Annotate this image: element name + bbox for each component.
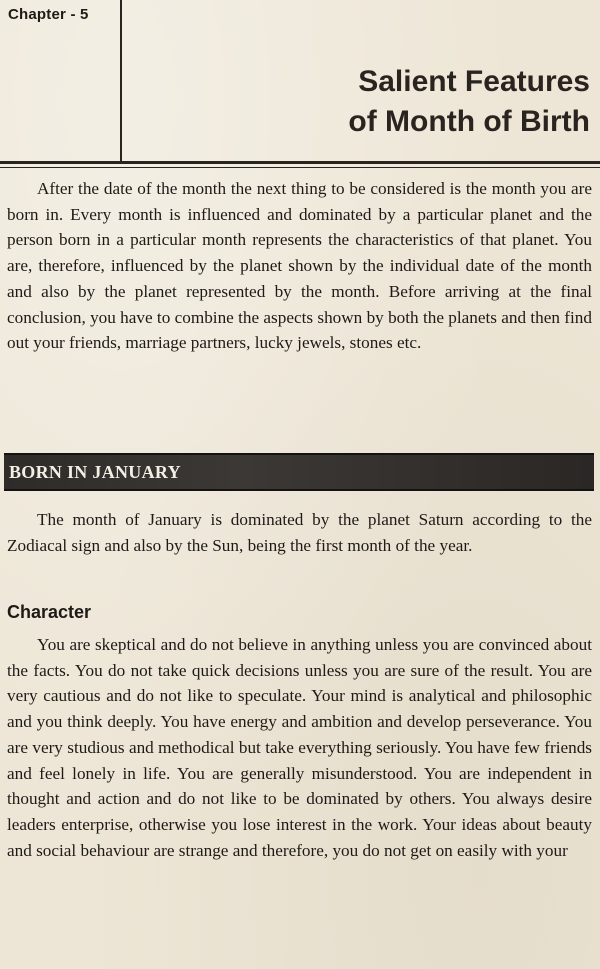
intro-paragraph: After the date of the month the next thing to be considered is the month you are born in. Every month is influenced and dominated by a particular planet and the person born in a particular month represents the characteristics of that planet. You are, therefore, influenced by the planet shown by the individual date of the month and also by the planet represented by the month. Before arriving at the final conclusion, you have to combine the aspects shown by both the planets and then find out your friends, marriage partners, lucky jewels, stones etc. (7, 179, 592, 353)
section-intro-paragraph: The month of January is dominated by the planet Saturn according to the Zodiacal sign and also by the Sun, being the first month of the year. (7, 510, 592, 555)
character-subheading: Character (7, 602, 92, 622)
header-vertical-rule (120, 0, 122, 162)
chapter-title-line-1: Salient Features (358, 65, 590, 98)
section-heading: BORN IN JANUARY (9, 462, 181, 482)
chapter-title (348, 62, 590, 142)
header-divider-thick (0, 161, 600, 164)
chapter-label: Chapter - 5 (8, 6, 89, 23)
character-paragraph: You are skeptical and do not believe in anything unless you are convinced about the facts. You do not take quick decisions unless you are sure of the result. You are very cautious and do not like to speculate. Your mind is analytical and philosophic and you think deeply. You have energy and ambition and develop perseverance. You are very studious and methodical but take everything seriously. You have few friends and feel lonely in life. You are generally misunderstood. You are independent in thought and action and do not like to be dominated by others. You always desire leaders enterprise, otherwise you lose interest in the work. Your ideas about beauty and social behaviour are strange and therefore, you do not get on easily with your (7, 635, 592, 860)
section-heading-bar (4, 453, 594, 491)
header-divider-thin (0, 167, 600, 168)
chapter-title-line-2: of Month of Birth (348, 105, 590, 138)
